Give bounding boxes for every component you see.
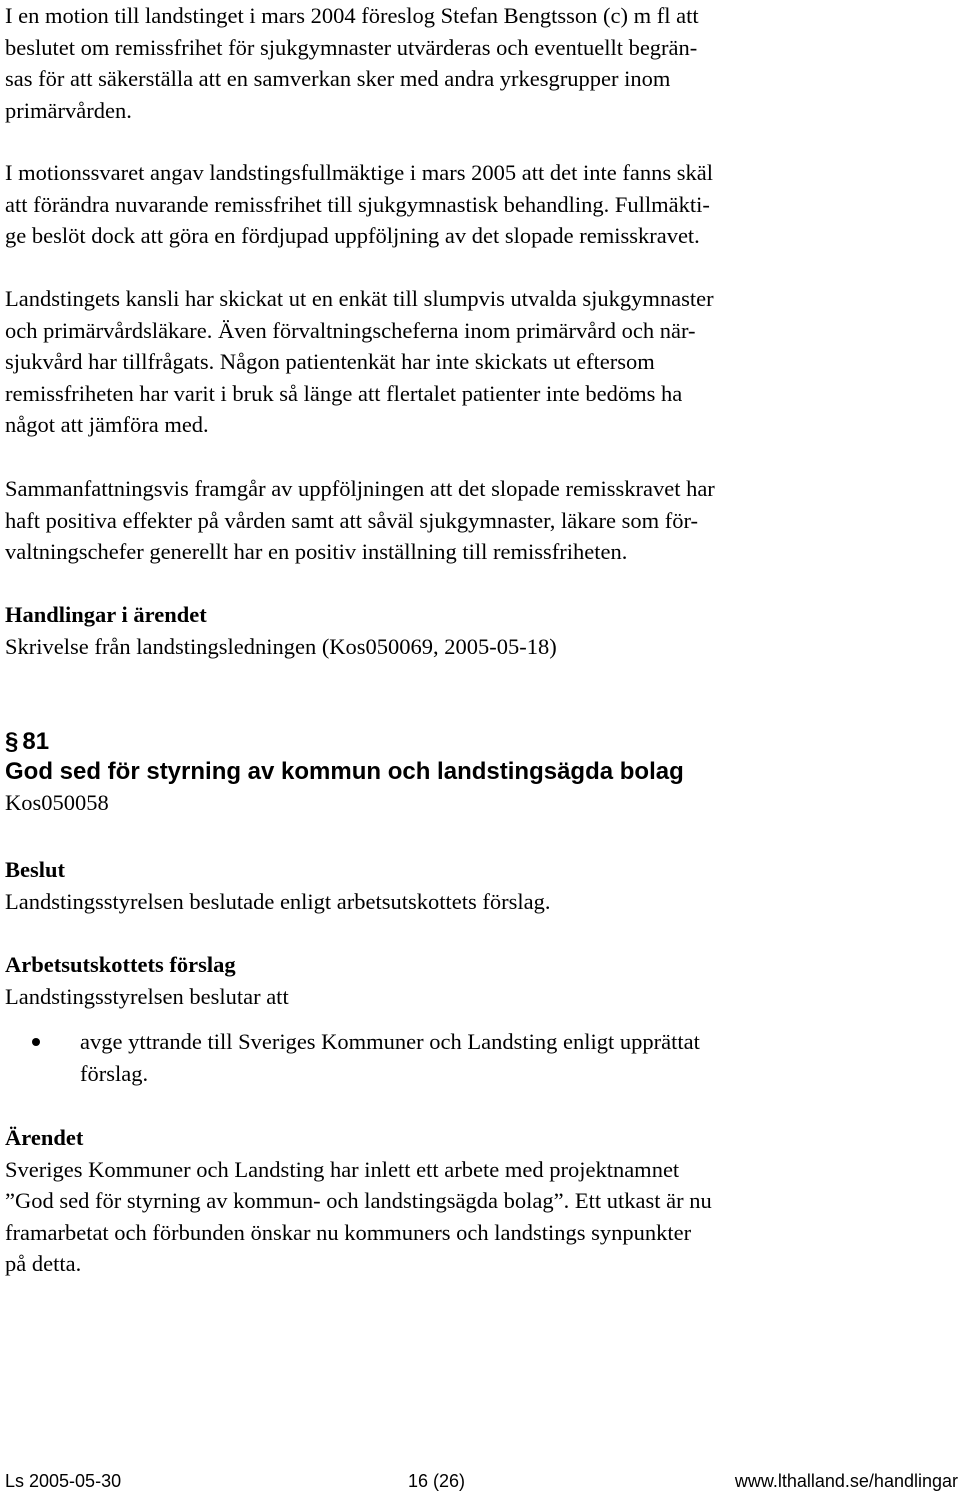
- text-line: Sveriges Kommuner och Landsting har inlett ett arbete med projektnamnet: [5, 1156, 680, 1182]
- section-sign: §: [5, 728, 19, 755]
- text-line: något att jämföra med.: [5, 412, 209, 437]
- text-line: valtningschefer generellt har en positiv inställning till remissfriheten.: [5, 539, 628, 564]
- bullet-item: [5, 1026, 930, 1090]
- text-line: ge beslöt dock att göra en fördjupad uppföljning av det slopade remisskravet.: [5, 223, 700, 248]
- handlingar-text: Skrivelse från landstingsledningen (Kos050069, 2005-05-18): [5, 633, 557, 659]
- section-title: God sed för styrning av kommun och landstingsägda bolag: [5, 758, 684, 785]
- beslut-section: [5, 854, 930, 917]
- text-line: haft positiva effekter på vården samt att såväl sjukgymnaster, läkare som för-: [5, 507, 698, 533]
- text-line: framarbetat och förbunden önskar nu kommuners och landstings synpunkter: [5, 1219, 692, 1245]
- bullet-dot-icon: [32, 1038, 40, 1046]
- text-line: Landstingets kansli har skickat ut en enkät till slumpvis utvalda sjukgymnaster: [5, 286, 714, 311]
- text-line: avge yttrande till Sveriges Kommuner och Landsting enligt upprättat: [80, 1029, 700, 1054]
- text-line: förslag.: [80, 1060, 149, 1086]
- section-number: [5, 727, 930, 757]
- beslut-text: Landstingsstyrelsen beslutade enligt arbetsutskottets förslag.: [5, 888, 551, 914]
- text-line: I motionssvaret angav landstingsfullmäktige i mars 2005 att det inte fanns skäl: [5, 160, 713, 185]
- footer-link[interactable]: www.lthalland.se/handlingar: [734, 1471, 958, 1491]
- footer-date: Ls 2005-05-30: [5, 1471, 122, 1491]
- paragraph-sammanfattning: [5, 473, 930, 568]
- text-line: sas för att säkerställa att en samverkan sker med andra yrkesgrupper inom: [5, 66, 671, 91]
- handlingar-heading: Handlingar i ärendet: [5, 602, 207, 627]
- paragraph-motionssvar: [5, 157, 930, 252]
- arbetsutskott-heading: Arbetsutskottets förslag: [5, 952, 236, 977]
- text-line: sjukvård har tillfrågats. Någon patientenkät har inte skickats ut eftersom: [5, 349, 655, 374]
- text-line: beslutet om remissfrihet för sjukgymnaster utvärderas och eventuellt begrän-: [5, 34, 698, 60]
- arendet-section: [5, 1122, 930, 1280]
- text-line: ”God sed för styrning av kommun- och landstingsägda bolag”. Ett utkast är nu: [5, 1188, 712, 1213]
- text-line: Sammanfattningsvis framgår av uppföljningen att det slopade remisskravet har: [5, 476, 715, 501]
- text-line: och primärvårdsläkare. Även förvaltningscheferna inom primärvård och när-: [5, 317, 696, 343]
- handlingar-section: [5, 599, 930, 662]
- text-line: primärvården.: [5, 97, 132, 123]
- page-footer: [0, 1470, 960, 1494]
- text-line: att förändra nuvarande remissfrihet till sjukgymnastisk behandling. Fullmäkti-: [5, 191, 710, 217]
- text-line: på detta.: [5, 1251, 82, 1276]
- paragraph-motion: [5, 0, 930, 126]
- arbetsutskott-text: Landstingsstyrelsen beslutar att: [5, 983, 289, 1009]
- arendet-heading: Ärendet: [5, 1125, 84, 1150]
- footer-page-number: 16 (26): [408, 1471, 466, 1491]
- section-81: [5, 727, 930, 819]
- section-number-value: 81: [22, 728, 50, 755]
- section-reference: Kos050058: [5, 790, 109, 815]
- paragraph-enkat: [5, 283, 930, 441]
- beslut-heading: Beslut: [5, 857, 66, 882]
- text-line: remissfriheten har varit i bruk så länge att flertalet patienter inte bedöms ha: [5, 380, 683, 406]
- text-line: I en motion till landstinget i mars 2004 föreslog Stefan Bengtsson (c) m fl att: [5, 3, 699, 28]
- arbetsutskott-section: [5, 949, 930, 1012]
- bullet-text: [80, 1026, 880, 1089]
